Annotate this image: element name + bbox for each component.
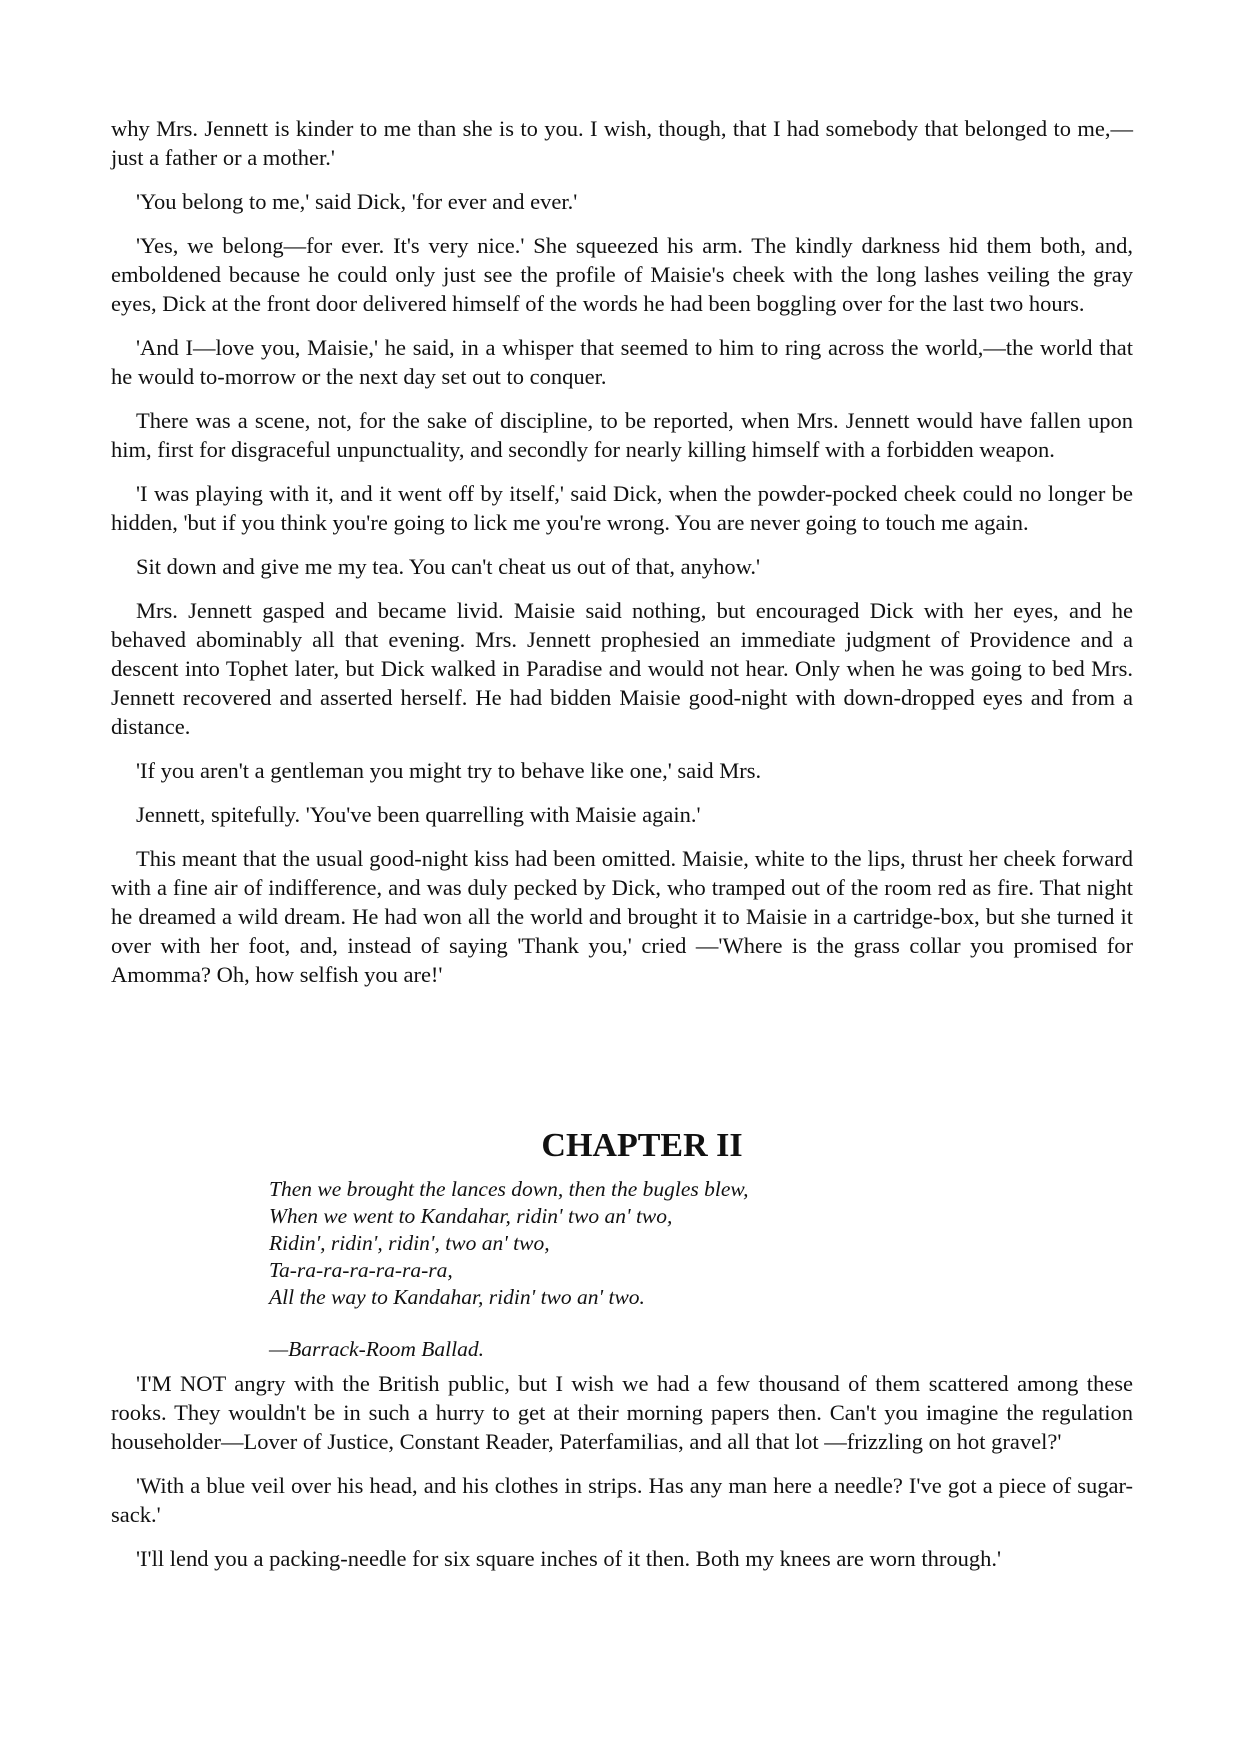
- paragraph: 'Yes, we belong—for ever. It's very nice.' She squeezed his arm. The kindly darkness hid them both, and, emboldened because he could only just see the profile of Maisie's cheek with the long lashes veiling the gray eyes, Dick at the front door delivered himself of the words he had been boggling over for the last two hours.: [111, 233, 1133, 316]
- paragraph: why Mrs. Jennett is kinder to me than she is to you. I wish, though, that I had somebody that belonged to me,—just a father or a mother.': [111, 116, 1133, 170]
- epigraph-line: When we went to Kandahar, ridin' two an' two,: [269, 1204, 673, 1228]
- chapter-title: CHAPTER II: [541, 1127, 743, 1164]
- paragraph: Sit down and give me my tea. You can't cheat us out of that, anyhow.': [136, 554, 761, 579]
- paragraph: 'I was playing with it, and it went off by itself,' said Dick, when the powder-pocked cheek could no longer be hidden, 'but if you think you're going to lick me you're wrong. You are never going to touch me again.: [111, 481, 1133, 535]
- paragraph: 'You belong to me,' said Dick, 'for ever and ever.': [136, 189, 578, 214]
- epigraph-attribution: —Barrack-Room Ballad.: [269, 1337, 484, 1361]
- paragraph: 'I'M NOT angry with the British public, but I wish we had a few thousand of them scattered among these rooks. They wouldn't be in such a hurry to get at their morning papers then. Can't you imagine the regulation householder—Lover of Justice, Constant Reader, Paterfamilias, and all that lot —frizzling on hot gravel?': [111, 1371, 1133, 1454]
- paragraph: There was a scene, not, for the sake of discipline, to be reported, when Mrs. Jennett would have fallen upon him, first for disgraceful unpunctuality, and secondly for nearly killing himself with a forbidden weapon.: [111, 408, 1133, 462]
- epigraph-line: Ridin', ridin', ridin', two an' two,: [269, 1231, 550, 1255]
- epigraph: [269, 1176, 1133, 1311]
- paragraph: 'If you aren't a gentleman you might try to behave like one,' said Mrs.: [136, 758, 762, 783]
- book-page: [111, 114, 1133, 1588]
- epigraph-line: Ta-ra-ra-ra-ra-ra-ra,: [269, 1258, 453, 1282]
- paragraph: 'And I—love you, Maisie,' he said, in a whisper that seemed to him to ring across the world,—the world that he would to-morrow or the next day set out to conquer.: [111, 335, 1133, 389]
- epigraph-line: Then we brought the lances down, then the bugles blew,: [269, 1177, 749, 1201]
- paragraph: 'I'll lend you a packing-needle for six square inches of it then. Both my knees are worn through.': [136, 1546, 1002, 1571]
- paragraph: This meant that the usual good-night kiss had been omitted. Maisie, white to the lips, thrust her cheek forward with a fine air of indifference, and was duly pecked by Dick, who tramped out of the room red as fire. That night he dreamed a wild dream. He had won all the world and brought it to Maisie in a cartridge-box, but she turned it over with her foot, and, instead of saying 'Thank you,' cried —'Where is the grass collar you promised for Amomma? Oh, how selfish you are!': [111, 846, 1133, 987]
- paragraph: Mrs. Jennett gasped and became livid. Maisie said nothing, but encouraged Dick with her eyes, and he behaved abominably all that evening. Mrs. Jennett prophesied an immediate judgment of Providence and a descent into Tophet later, but Dick walked in Paradise and would not hear. Only when he was going to bed Mrs. Jennett recovered and asserted herself. He had bidden Maisie good-night with down-dropped eyes and from a distance.: [111, 598, 1133, 739]
- paragraph: 'With a blue veil over his head, and his clothes in strips. Has any man here a needle? I've got a piece of sugar-sack.': [111, 1473, 1133, 1527]
- epigraph-line: All the way to Kandahar, ridin' two an' two.: [269, 1285, 645, 1309]
- paragraph: Jennett, spitefully. 'You've been quarrelling with Maisie again.': [136, 802, 701, 827]
